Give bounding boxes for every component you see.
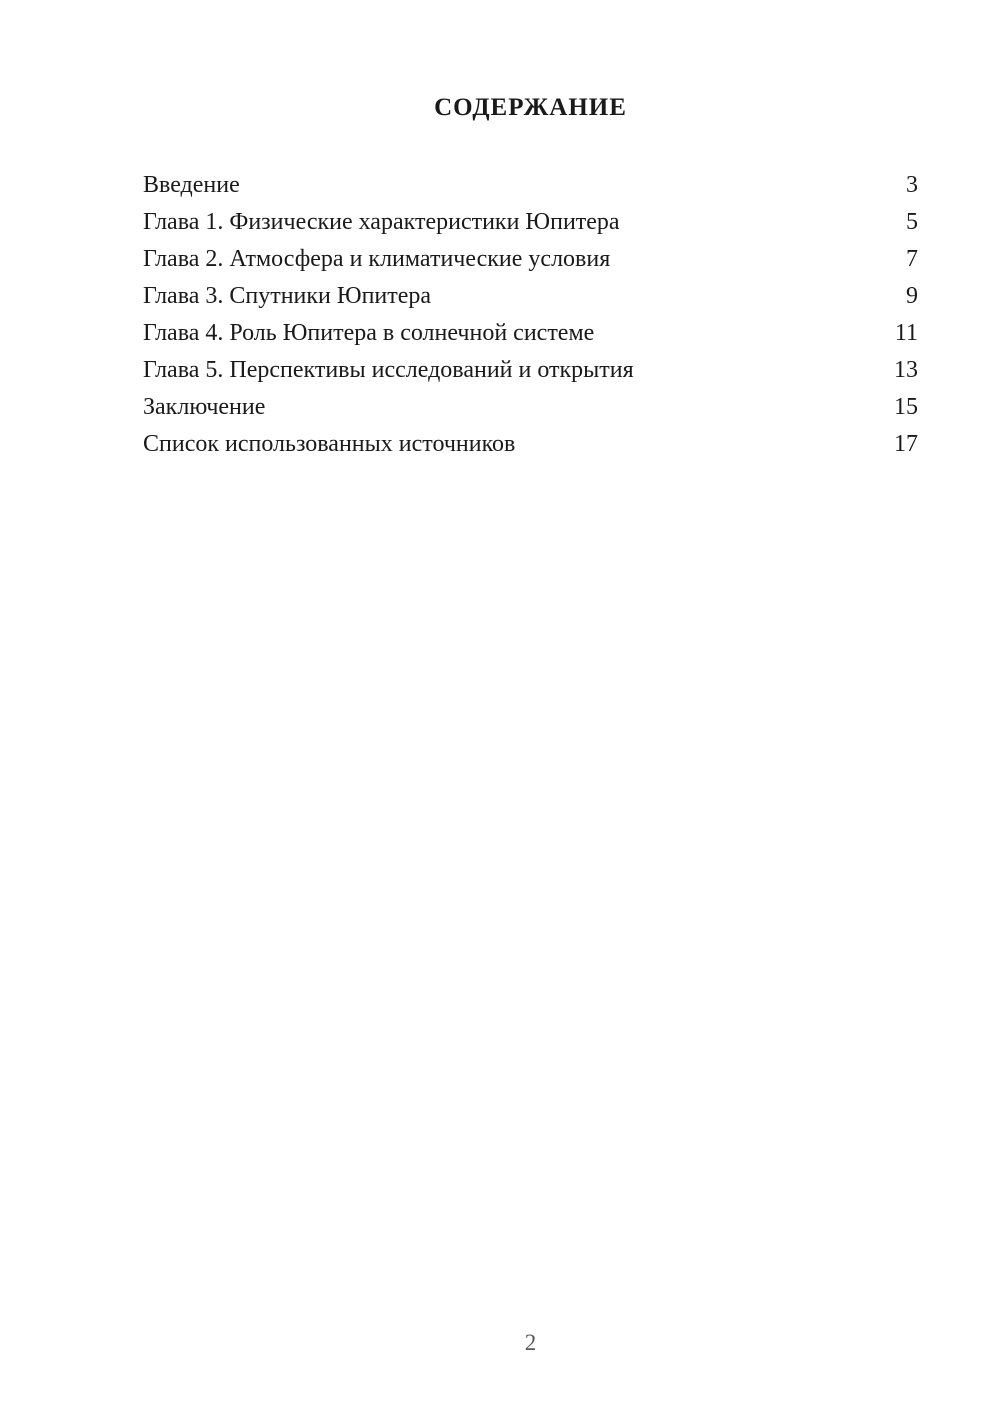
toc-entry-label: Глава 3. Спутники Юпитера	[143, 283, 432, 309]
toc-entry-page-number: 5	[906, 209, 918, 235]
toc-title: СОДЕРЖАНИЕ	[434, 94, 627, 121]
toc-entry	[143, 241, 918, 278]
toc-list	[143, 167, 918, 463]
toc-entry	[143, 204, 918, 241]
toc-entry-label: Введение	[143, 172, 240, 198]
toc-entry-page-number: 11	[894, 320, 918, 346]
toc-entry-page-number: 17	[894, 431, 918, 457]
toc-entry	[143, 278, 918, 315]
toc-entry-label: Глава 1. Физические характеристики Юпитера	[143, 209, 620, 235]
toc-entry	[143, 167, 918, 204]
toc-entry	[143, 352, 918, 389]
toc-entry-page-number: 9	[906, 283, 918, 309]
toc-entry	[143, 426, 918, 463]
toc-entry-label: Глава 2. Атмосфера и климатические условия	[143, 246, 611, 272]
page-number-footer: 2	[524, 1330, 537, 1355]
toc-entry-label: Глава 5. Перспективы исследований и открытия	[143, 357, 634, 383]
toc-entry	[143, 389, 918, 426]
toc-entry-page-number: 3	[906, 172, 918, 198]
toc-entry-label: Глава 4. Роль Юпитера в солнечной системе	[143, 320, 595, 346]
toc-entry-page-number: 15	[894, 394, 918, 420]
toc-entry	[143, 315, 918, 352]
toc-entry-label: Заключение	[143, 394, 266, 420]
toc-entry-page-number: 13	[894, 357, 918, 383]
toc-entry-label: Список использованных источников	[143, 431, 516, 457]
toc-entry-page-number: 7	[906, 246, 918, 272]
